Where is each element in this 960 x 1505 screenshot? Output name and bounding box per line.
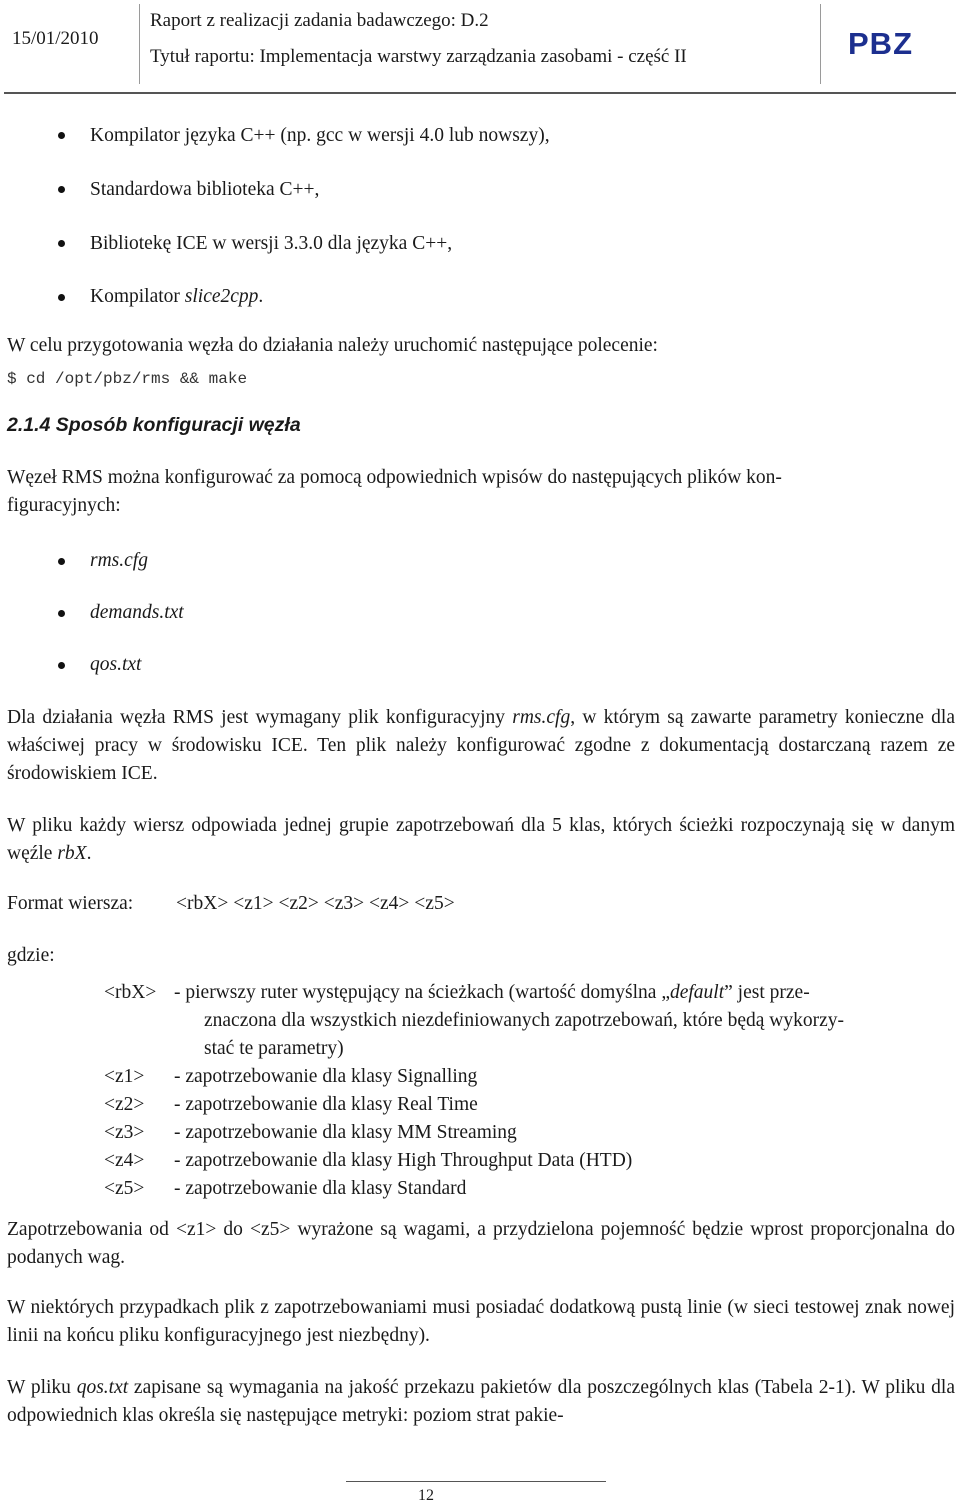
paragraph-demands (7, 812, 955, 868)
section-heading: 2.1.4 Sposób konfiguracji węzła (7, 414, 301, 436)
definition-key: <z1> (104, 1066, 145, 1087)
definition-key: <z4> (104, 1150, 145, 1171)
definition-text: - pierwszy ruter występujący na ścieżkach (wartość domyślna „ (174, 982, 670, 1003)
header-divider-left (139, 4, 140, 84)
config-file-name: qos.txt (90, 654, 142, 675)
paragraph-rms (7, 704, 955, 788)
file-name: qos.txt (76, 1377, 129, 1398)
pbz-logo: PBZ (848, 26, 913, 61)
paragraph-text: , w którym są zawarte parametry konieczne dla właściwej pracy w środowisku ICE. Ten plik należy konfigurować zgodne z dokumentacją dostarczaną razem ze środowiskiem ICE. (7, 707, 955, 784)
list-item (90, 651, 141, 679)
definition-key: <rbX> (104, 982, 157, 1003)
report-title: Raport z realizacji zadania badawczego: D.2 (150, 10, 489, 31)
bullet-icon (58, 132, 65, 139)
header-divider-right (820, 4, 821, 84)
bullet-icon (58, 294, 65, 301)
list-item (90, 283, 263, 311)
definition-continuation: znaczona dla wszystkich niezdefiniowanych zapotrzebowań, które będą wykorzy- (204, 1010, 844, 1031)
page-number: 12 (418, 1487, 434, 1504)
list-item-suffix: . (258, 286, 264, 307)
paragraph-weights: Zapotrzebowania od <z1> do <z5> wyrażone są wagami, a przydzielona pojemność będzie wprost proporcjonalna do podanych wag. (7, 1219, 955, 1268)
list-item-italic: slice2cpp (184, 286, 259, 307)
format-label: Format wiersza: (7, 893, 134, 914)
header-date: 15/01/2010 (12, 28, 99, 49)
definition-key: <z5> (104, 1178, 145, 1199)
definition-value: - zapotrzebowanie dla klasy MM Streaming (174, 1122, 517, 1143)
command-line: $ cd /opt/pbz/rms && make (7, 370, 248, 388)
definition-value: - zapotrzebowanie dla klasy Signalling (174, 1066, 478, 1087)
format-value: <rbX> <z1> <z2> <z3> <z4> <z5> (176, 893, 455, 914)
bullet-icon (58, 186, 65, 193)
paragraph-text: Dla działania węzła RMS jest wymagany plik konfiguracyjny (7, 707, 513, 728)
config-file-name: demands.txt (90, 602, 184, 623)
file-name: rms.cfg (512, 707, 571, 728)
definition-value: - zapotrzebowanie dla klasy Standard (174, 1178, 467, 1199)
definition-value (174, 982, 810, 1004)
variable-name: rbX (57, 843, 87, 864)
bullet-icon (58, 558, 65, 565)
definition-key: <z3> (104, 1122, 145, 1143)
list-item: Standardowa biblioteka C++, (90, 179, 320, 200)
definition-value: - zapotrzebowanie dla klasy Real Time (174, 1094, 478, 1115)
report-subtitle: Tytuł raportu: Implementacja warstwy zarządzania zasobami - część II (150, 46, 687, 67)
list-item: Kompilator języka C++ (np. gcc w wersji 4.0 lub nowszy), (90, 125, 550, 146)
paragraph-text: . (86, 843, 92, 864)
footer-rule (346, 1481, 606, 1482)
paragraph-text: zapisane są wymagania na jakość przekazu pakietów dla poszczególnych klas (Tabela 2-1). W pliku dla odpowiednich klas określa się następujące metryki: poziom strat pakie- (7, 1377, 955, 1426)
definition-continuation: stać te parametry) (204, 1038, 344, 1059)
paragraph-newline: W niektórych przypadkach plik z zapotrzebowaniami musi posiadać dodatkową pustą linie (w sieci testowej znak nowej linii na końcu pliku konfiguracyjnego jest niezbędny). (7, 1297, 955, 1346)
definition-key: <z2> (104, 1094, 145, 1115)
header-rule (4, 92, 956, 94)
list-item (90, 547, 148, 575)
bullet-icon (58, 610, 65, 617)
definition-italic: default (669, 982, 725, 1003)
paragraph-text: W pliku każdy wiersz odpowiada jednej grupie zapotrzebowań dla 5 klas, których ścieżki rozpoczynają się w danym węźle (7, 815, 955, 864)
config-intro-line-2: figuracyjnych: (7, 495, 121, 516)
paragraph-text: W pliku (7, 1377, 77, 1398)
config-file-name: rms.cfg (90, 550, 148, 571)
definition-value: - zapotrzebowanie dla klasy High Throughput Data (HTD) (174, 1150, 633, 1171)
list-item: Bibliotekę ICE w wersji 3.3.0 dla języka C++, (90, 233, 453, 254)
list-item-prefix: Kompilator (90, 286, 185, 307)
definition-text: ” jest prze- (724, 982, 810, 1003)
paragraph-qos (7, 1374, 955, 1430)
config-intro-line-1: Węzeł RMS można konfigurować za pomocą odpowiednich wpisów do następujących plików kon- (7, 467, 782, 488)
bullet-icon (58, 662, 65, 669)
prep-sentence: W celu przygotowania węzła do działania należy uruchomić następujące polecenie: (7, 335, 658, 356)
where-label: gdzie: (7, 945, 55, 966)
list-item (90, 599, 184, 627)
bullet-icon (58, 240, 65, 247)
